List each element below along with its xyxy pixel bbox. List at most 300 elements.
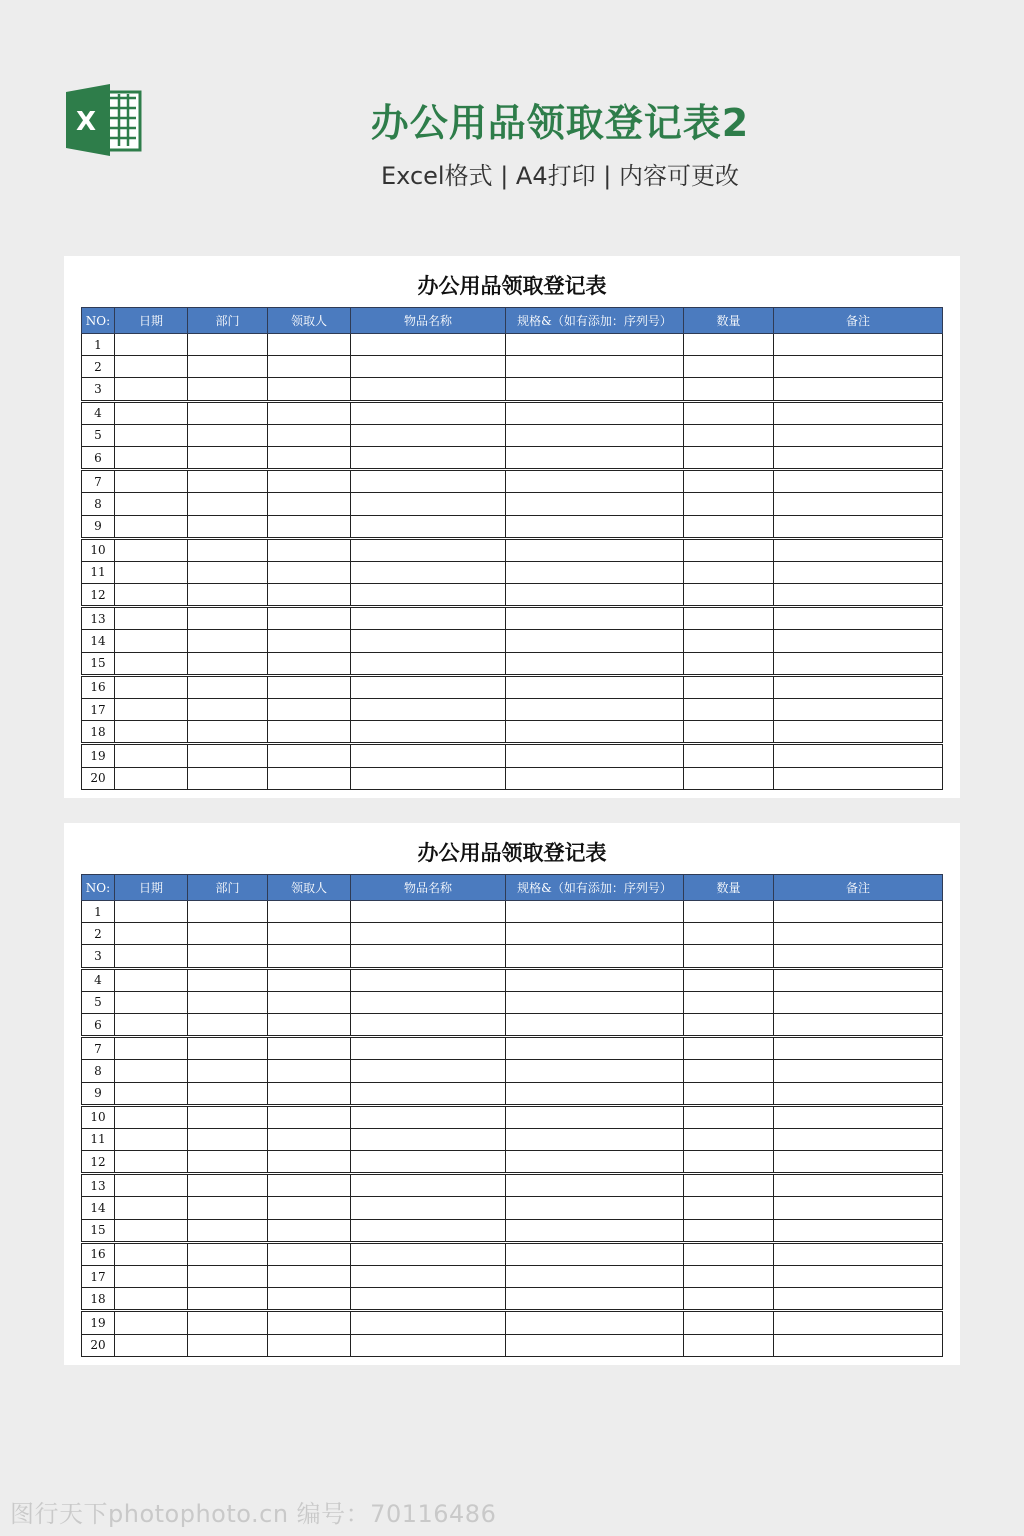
cell-spec[interactable] [506, 334, 684, 356]
row-number: 14 [82, 630, 115, 652]
cell-quantity[interactable] [684, 1151, 774, 1174]
cell-quantity[interactable] [684, 424, 774, 446]
cell-spec[interactable] [506, 1105, 684, 1128]
cell-date[interactable] [115, 699, 188, 721]
cell-remarks[interactable] [774, 334, 943, 356]
cell-quantity[interactable] [684, 378, 774, 401]
cell-spec[interactable] [506, 1242, 684, 1265]
cell-department[interactable] [188, 1037, 268, 1060]
cell-item-name[interactable] [351, 1219, 506, 1242]
cell-recipient[interactable] [268, 923, 351, 945]
cell-department[interactable] [188, 515, 268, 538]
cell-department[interactable] [188, 1242, 268, 1265]
cell-item-name[interactable] [351, 923, 506, 945]
cell-spec[interactable] [506, 945, 684, 968]
cell-item-name[interactable] [351, 493, 506, 515]
cell-recipient[interactable] [268, 1311, 351, 1334]
cell-remarks[interactable] [774, 584, 943, 607]
table-row [82, 1311, 943, 1334]
row-number: 1 [82, 334, 115, 356]
cell-date[interactable] [115, 356, 188, 378]
cell-department[interactable] [188, 470, 268, 493]
cell-recipient[interactable] [268, 744, 351, 767]
cell-item-name[interactable] [351, 652, 506, 675]
cell-department[interactable] [188, 378, 268, 401]
cell-department[interactable] [188, 356, 268, 378]
cell-spec[interactable] [506, 470, 684, 493]
cell-spec[interactable] [506, 1334, 684, 1356]
cell-department[interactable] [188, 1105, 268, 1128]
cell-item-name[interactable] [351, 446, 506, 469]
cell-remarks[interactable] [774, 1060, 943, 1082]
table-row [82, 378, 943, 401]
cell-date[interactable] [115, 721, 188, 744]
cell-recipient[interactable] [268, 356, 351, 378]
cell-quantity[interactable] [684, 1105, 774, 1128]
cell-quantity[interactable] [684, 1266, 774, 1288]
header-col-department: 部门 [188, 308, 268, 334]
cell-spec[interactable] [506, 378, 684, 401]
cell-spec[interactable] [506, 1266, 684, 1288]
cell-quantity[interactable] [684, 446, 774, 469]
cell-date[interactable] [115, 1151, 188, 1174]
cell-spec[interactable] [506, 493, 684, 515]
cell-quantity[interactable] [684, 968, 774, 991]
cell-quantity[interactable] [684, 561, 774, 583]
cell-date[interactable] [115, 1242, 188, 1265]
cell-item-name[interactable] [351, 675, 506, 698]
cell-date[interactable] [115, 968, 188, 991]
cell-item-name[interactable] [351, 584, 506, 607]
cell-recipient[interactable] [268, 1082, 351, 1105]
cell-date[interactable] [115, 630, 188, 652]
cell-date[interactable] [115, 901, 188, 923]
cell-date[interactable] [115, 1288, 188, 1311]
cell-spec[interactable] [506, 1013, 684, 1036]
cell-date[interactable] [115, 401, 188, 424]
cell-item-name[interactable] [351, 1082, 506, 1105]
cell-item-name[interactable] [351, 378, 506, 401]
cell-quantity[interactable] [684, 721, 774, 744]
cell-recipient[interactable] [268, 767, 351, 789]
cell-remarks[interactable] [774, 1037, 943, 1060]
cell-date[interactable] [115, 945, 188, 968]
cell-spec[interactable] [506, 1311, 684, 1334]
cell-item-name[interactable] [351, 1013, 506, 1036]
cell-quantity[interactable] [684, 1128, 774, 1150]
cell-department[interactable] [188, 744, 268, 767]
cell-quantity[interactable] [684, 334, 774, 356]
cell-department[interactable] [188, 1197, 268, 1219]
cell-item-name[interactable] [351, 630, 506, 652]
cell-quantity[interactable] [684, 630, 774, 652]
cell-date[interactable] [115, 1128, 188, 1150]
cell-spec[interactable] [506, 991, 684, 1013]
cell-department[interactable] [188, 561, 268, 583]
cell-department[interactable] [188, 968, 268, 991]
cell-date[interactable] [115, 1311, 188, 1334]
cell-quantity[interactable] [684, 1197, 774, 1219]
cell-date[interactable] [115, 1219, 188, 1242]
cell-recipient[interactable] [268, 538, 351, 561]
cell-remarks[interactable] [774, 515, 943, 538]
table-row [82, 923, 943, 945]
cell-recipient[interactable] [268, 901, 351, 923]
cell-department[interactable] [188, 1082, 268, 1105]
cell-remarks[interactable] [774, 968, 943, 991]
cell-date[interactable] [115, 1082, 188, 1105]
cell-remarks[interactable] [774, 1082, 943, 1105]
cell-remarks[interactable] [774, 424, 943, 446]
cell-department[interactable] [188, 652, 268, 675]
cell-quantity[interactable] [684, 1174, 774, 1197]
cell-item-name[interactable] [351, 1311, 506, 1334]
cell-date[interactable] [115, 424, 188, 446]
cell-recipient[interactable] [268, 446, 351, 469]
row-number: 20 [82, 1334, 115, 1356]
cell-recipient[interactable] [268, 515, 351, 538]
cell-recipient[interactable] [268, 1105, 351, 1128]
cell-spec[interactable] [506, 901, 684, 923]
cell-item-name[interactable] [351, 607, 506, 630]
cell-quantity[interactable] [684, 607, 774, 630]
cell-remarks[interactable] [774, 1219, 943, 1242]
cell-quantity[interactable] [684, 515, 774, 538]
cell-spec[interactable] [506, 699, 684, 721]
cell-remarks[interactable] [774, 675, 943, 698]
cell-date[interactable] [115, 1197, 188, 1219]
cell-department[interactable] [188, 446, 268, 469]
cell-date[interactable] [115, 470, 188, 493]
cell-remarks[interactable] [774, 699, 943, 721]
cell-recipient[interactable] [268, 675, 351, 698]
cell-department[interactable] [188, 424, 268, 446]
cell-recipient[interactable] [268, 493, 351, 515]
cell-item-name[interactable] [351, 515, 506, 538]
cell-spec[interactable] [506, 1082, 684, 1105]
cell-remarks[interactable] [774, 652, 943, 675]
cell-recipient[interactable] [268, 424, 351, 446]
cell-department[interactable] [188, 1219, 268, 1242]
cell-remarks[interactable] [774, 1128, 943, 1150]
cell-spec[interactable] [506, 923, 684, 945]
cell-quantity[interactable] [684, 699, 774, 721]
cell-spec[interactable] [506, 721, 684, 744]
cell-department[interactable] [188, 1266, 268, 1288]
cell-quantity[interactable] [684, 1242, 774, 1265]
cell-recipient[interactable] [268, 334, 351, 356]
header-col-item-name: 物品名称 [351, 875, 506, 901]
cell-recipient[interactable] [268, 1174, 351, 1197]
cell-remarks[interactable] [774, 561, 943, 583]
cell-quantity[interactable] [684, 652, 774, 675]
cell-date[interactable] [115, 607, 188, 630]
cell-department[interactable] [188, 493, 268, 515]
cell-date[interactable] [115, 1013, 188, 1036]
row-number: 5 [82, 991, 115, 1013]
cell-department[interactable] [188, 923, 268, 945]
cell-recipient[interactable] [268, 1037, 351, 1060]
cell-spec[interactable] [506, 1128, 684, 1150]
cell-date[interactable] [115, 1334, 188, 1356]
table-row [82, 446, 943, 469]
cell-remarks[interactable] [774, 446, 943, 469]
row-number: 11 [82, 1128, 115, 1150]
cell-recipient[interactable] [268, 1151, 351, 1174]
cell-spec[interactable] [506, 968, 684, 991]
cell-spec[interactable] [506, 356, 684, 378]
cell-remarks[interactable] [774, 767, 943, 789]
cell-spec[interactable] [506, 424, 684, 446]
cell-recipient[interactable] [268, 1288, 351, 1311]
cell-date[interactable] [115, 584, 188, 607]
cell-date[interactable] [115, 652, 188, 675]
cell-quantity[interactable] [684, 493, 774, 515]
cell-remarks[interactable] [774, 538, 943, 561]
cell-department[interactable] [188, 721, 268, 744]
row-number: 4 [82, 968, 115, 991]
cell-remarks[interactable] [774, 744, 943, 767]
cell-item-name[interactable] [351, 968, 506, 991]
cell-department[interactable] [188, 1334, 268, 1356]
cell-spec[interactable] [506, 675, 684, 698]
cell-item-name[interactable] [351, 334, 506, 356]
cell-date[interactable] [115, 515, 188, 538]
cell-remarks[interactable] [774, 1013, 943, 1036]
cell-spec[interactable] [506, 1219, 684, 1242]
cell-date[interactable] [115, 991, 188, 1013]
cell-item-name[interactable] [351, 699, 506, 721]
cell-recipient[interactable] [268, 1197, 351, 1219]
cell-remarks[interactable] [774, 901, 943, 923]
cell-item-name[interactable] [351, 1174, 506, 1197]
cell-quantity[interactable] [684, 470, 774, 493]
cell-department[interactable] [188, 945, 268, 968]
cell-remarks[interactable] [774, 923, 943, 945]
cell-item-name[interactable] [351, 991, 506, 1013]
cell-quantity[interactable] [684, 1311, 774, 1334]
header-col-no: NO: [82, 308, 115, 334]
cell-quantity[interactable] [684, 923, 774, 945]
cell-item-name[interactable] [351, 1037, 506, 1060]
cell-quantity[interactable] [684, 356, 774, 378]
cell-item-name[interactable] [351, 1266, 506, 1288]
cell-recipient[interactable] [268, 401, 351, 424]
cell-item-name[interactable] [351, 424, 506, 446]
cell-date[interactable] [115, 538, 188, 561]
cell-recipient[interactable] [268, 991, 351, 1013]
cell-remarks[interactable] [774, 630, 943, 652]
cell-date[interactable] [115, 1266, 188, 1288]
cell-department[interactable] [188, 1013, 268, 1036]
cell-department[interactable] [188, 901, 268, 923]
cell-recipient[interactable] [268, 968, 351, 991]
cell-item-name[interactable] [351, 901, 506, 923]
cell-department[interactable] [188, 334, 268, 356]
cell-department[interactable] [188, 584, 268, 607]
cell-date[interactable] [115, 767, 188, 789]
cell-remarks[interactable] [774, 721, 943, 744]
cell-date[interactable] [115, 744, 188, 767]
cell-remarks[interactable] [774, 1311, 943, 1334]
cell-quantity[interactable] [684, 1334, 774, 1356]
cell-spec[interactable] [506, 1174, 684, 1197]
cell-recipient[interactable] [268, 1013, 351, 1036]
cell-quantity[interactable] [684, 1013, 774, 1036]
table-row [82, 1037, 943, 1060]
cell-item-name[interactable] [351, 1105, 506, 1128]
cell-remarks[interactable] [774, 493, 943, 515]
cell-remarks[interactable] [774, 1334, 943, 1356]
cell-department[interactable] [188, 1151, 268, 1174]
cell-recipient[interactable] [268, 630, 351, 652]
cell-spec[interactable] [506, 446, 684, 469]
cell-date[interactable] [115, 334, 188, 356]
cell-spec[interactable] [506, 584, 684, 607]
cell-item-name[interactable] [351, 561, 506, 583]
table-row [82, 561, 943, 583]
row-number: 6 [82, 446, 115, 469]
header-col-spec: 规格&（如有添加：序列号） [506, 875, 684, 901]
cell-department[interactable] [188, 1311, 268, 1334]
cell-department[interactable] [188, 1128, 268, 1150]
cell-item-name[interactable] [351, 721, 506, 744]
cell-department[interactable] [188, 538, 268, 561]
cell-item-name[interactable] [351, 1288, 506, 1311]
cell-item-name[interactable] [351, 1060, 506, 1082]
cell-recipient[interactable] [268, 652, 351, 675]
cell-spec[interactable] [506, 1060, 684, 1082]
cell-spec[interactable] [506, 1151, 684, 1174]
cell-date[interactable] [115, 1174, 188, 1197]
cell-quantity[interactable] [684, 1037, 774, 1060]
cell-remarks[interactable] [774, 1174, 943, 1197]
table-row [82, 630, 943, 652]
cell-quantity[interactable] [684, 1060, 774, 1082]
cell-date[interactable] [115, 1060, 188, 1082]
cell-remarks[interactable] [774, 945, 943, 968]
cell-remarks[interactable] [774, 401, 943, 424]
cell-item-name[interactable] [351, 1242, 506, 1265]
cell-remarks[interactable] [774, 1105, 943, 1128]
cell-department[interactable] [188, 630, 268, 652]
cell-recipient[interactable] [268, 945, 351, 968]
cell-remarks[interactable] [774, 1197, 943, 1219]
cell-recipient[interactable] [268, 1060, 351, 1082]
cell-quantity[interactable] [684, 675, 774, 698]
cell-quantity[interactable] [684, 1082, 774, 1105]
cell-quantity[interactable] [684, 945, 774, 968]
cell-date[interactable] [115, 561, 188, 583]
cell-date[interactable] [115, 1037, 188, 1060]
row-number: 4 [82, 401, 115, 424]
cell-remarks[interactable] [774, 1151, 943, 1174]
cell-recipient[interactable] [268, 699, 351, 721]
cell-spec[interactable] [506, 744, 684, 767]
cell-recipient[interactable] [268, 1219, 351, 1242]
cell-item-name[interactable] [351, 945, 506, 968]
cell-department[interactable] [188, 607, 268, 630]
cell-quantity[interactable] [684, 901, 774, 923]
cell-quantity[interactable] [684, 401, 774, 424]
cell-spec[interactable] [506, 607, 684, 630]
cell-item-name[interactable] [351, 767, 506, 789]
cell-department[interactable] [188, 1288, 268, 1311]
cell-spec[interactable] [506, 767, 684, 789]
cell-item-name[interactable] [351, 1151, 506, 1174]
cell-spec[interactable] [506, 1037, 684, 1060]
cell-date[interactable] [115, 446, 188, 469]
cell-recipient[interactable] [268, 1334, 351, 1356]
cell-recipient[interactable] [268, 607, 351, 630]
cell-item-name[interactable] [351, 744, 506, 767]
cell-quantity[interactable] [684, 767, 774, 789]
cell-spec[interactable] [506, 1288, 684, 1311]
cell-item-name[interactable] [351, 470, 506, 493]
cell-item-name[interactable] [351, 401, 506, 424]
cell-recipient[interactable] [268, 1242, 351, 1265]
cell-item-name[interactable] [351, 538, 506, 561]
cell-quantity[interactable] [684, 1219, 774, 1242]
cell-recipient[interactable] [268, 470, 351, 493]
cell-item-name[interactable] [351, 1128, 506, 1150]
cell-remarks[interactable] [774, 378, 943, 401]
cell-department[interactable] [188, 699, 268, 721]
cell-recipient[interactable] [268, 584, 351, 607]
cell-remarks[interactable] [774, 607, 943, 630]
cell-recipient[interactable] [268, 721, 351, 744]
row-number: 18 [82, 1288, 115, 1311]
cell-date[interactable] [115, 675, 188, 698]
cell-remarks[interactable] [774, 991, 943, 1013]
cell-date[interactable] [115, 1105, 188, 1128]
cell-recipient[interactable] [268, 1266, 351, 1288]
cell-remarks[interactable] [774, 356, 943, 378]
cell-spec[interactable] [506, 652, 684, 675]
cell-spec[interactable] [506, 1197, 684, 1219]
cell-department[interactable] [188, 1174, 268, 1197]
cell-department[interactable] [188, 1060, 268, 1082]
cell-item-name[interactable] [351, 1334, 506, 1356]
cell-item-name[interactable] [351, 356, 506, 378]
cell-quantity[interactable] [684, 538, 774, 561]
cell-spec[interactable] [506, 538, 684, 561]
cell-recipient[interactable] [268, 378, 351, 401]
cell-recipient[interactable] [268, 561, 351, 583]
cell-quantity[interactable] [684, 744, 774, 767]
cell-recipient[interactable] [268, 1128, 351, 1150]
cell-spec[interactable] [506, 401, 684, 424]
cell-date[interactable] [115, 493, 188, 515]
cell-department[interactable] [188, 767, 268, 789]
cell-spec[interactable] [506, 561, 684, 583]
cell-remarks[interactable] [774, 470, 943, 493]
cell-department[interactable] [188, 401, 268, 424]
cell-quantity[interactable] [684, 991, 774, 1013]
cell-department[interactable] [188, 675, 268, 698]
cell-department[interactable] [188, 991, 268, 1013]
cell-spec[interactable] [506, 515, 684, 538]
cell-quantity[interactable] [684, 584, 774, 607]
cell-remarks[interactable] [774, 1288, 943, 1311]
cell-date[interactable] [115, 923, 188, 945]
cell-quantity[interactable] [684, 1288, 774, 1311]
cell-date[interactable] [115, 378, 188, 401]
cell-remarks[interactable] [774, 1242, 943, 1265]
cell-remarks[interactable] [774, 1266, 943, 1288]
cell-spec[interactable] [506, 630, 684, 652]
cell-item-name[interactable] [351, 1197, 506, 1219]
